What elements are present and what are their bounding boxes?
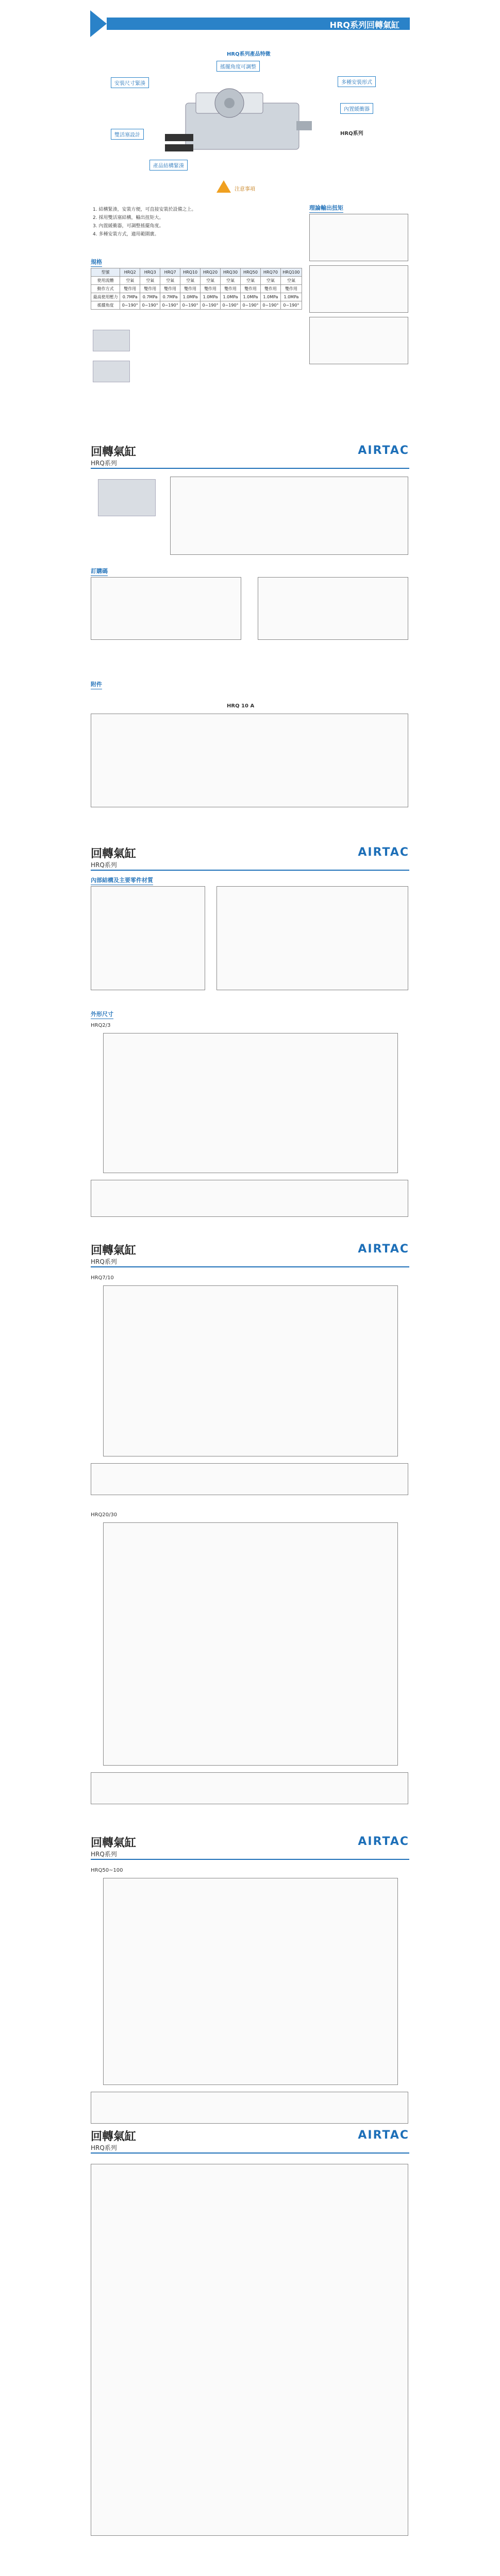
callout-feature-5: 雙活塞設計 <box>111 129 144 140</box>
table-row <box>91 285 302 293</box>
table-cell: HRQ10 <box>180 268 201 277</box>
table-cell: 空氣 <box>280 277 302 285</box>
dims-drawing <box>103 1033 398 1173</box>
table-cell: 最高使用壓力 <box>91 293 120 301</box>
order-code-panel <box>91 577 241 640</box>
table-cell: 空氣 <box>260 277 280 285</box>
dims-drawing <box>103 1878 398 2085</box>
table-cell: 雙作用 <box>280 285 302 293</box>
table-cell: 0~190° <box>260 301 280 310</box>
page-title: 回轉氣缸 <box>91 848 137 860</box>
callout-feature-2: 安裝尺寸緊湊 <box>111 77 149 88</box>
table-cell: 雙作用 <box>180 285 201 293</box>
callout-feature-1: 搖擺角度可調整 <box>216 61 260 72</box>
notes-illustration-panel <box>91 2164 408 2536</box>
table-cell: 雙作用 <box>241 285 261 293</box>
product-heading: HRQ系列產品特徵 <box>227 52 271 57</box>
dims-model-label: HRQ7/10 <box>91 1275 114 1281</box>
page-subtitle: HRQ系列 <box>91 1851 117 1858</box>
table-cell: 0.7MPa <box>140 293 160 301</box>
page-title: 回轉氣缸 <box>91 1244 137 1257</box>
page-subtitle: HRQ系列 <box>91 861 117 869</box>
section-structure: 內部結構及主要零件材質 <box>91 876 153 885</box>
table-cell: 空氣 <box>221 277 241 285</box>
brand-logo: AIRTAC <box>358 444 409 457</box>
page-title: 回轉氣缸 <box>91 1837 137 1850</box>
table-cell: 雙作用 <box>201 285 221 293</box>
order-code-table <box>91 714 408 807</box>
section-spec: 規格 <box>91 258 102 267</box>
brand-logo: AIRTAC <box>358 846 409 859</box>
table-cell: 0.7MPa <box>160 293 180 301</box>
banner-arrow-icon <box>90 10 107 37</box>
brand-logo: AIRTAC <box>358 1835 409 1848</box>
spec-table <box>91 268 302 310</box>
callout-feature-3: 多種安裝形式 <box>338 76 376 87</box>
brand-logo: AIRTAC <box>358 1243 409 1256</box>
table-cell: 空氣 <box>160 277 180 285</box>
table-cell: 1.0MPa <box>280 293 302 301</box>
table-cell: 型號 <box>91 268 120 277</box>
series-title: HRQ系列回轉氣缸 <box>329 20 399 30</box>
feature-line-1: 1. 結構緊湊，安裝方便，可直接安裝於設備之上。 <box>93 207 196 212</box>
dims-model-label: HRQ50~100 <box>91 1868 123 1873</box>
product-illustration <box>165 72 335 175</box>
table-cell: HRQ50 <box>241 268 261 277</box>
table-cell: 雙作用 <box>140 285 160 293</box>
table-cell: 動作方式 <box>91 285 120 293</box>
dims-drawing <box>103 1285 398 1456</box>
table-cell: HRQ100 <box>280 268 302 277</box>
table-cell: HRQ2 <box>120 268 140 277</box>
dims-model-label: HRQ20/30 <box>91 1512 118 1518</box>
table-cell: 1.0MPa <box>201 293 221 301</box>
table-cell: 雙作用 <box>260 285 280 293</box>
warning-label: 注意事項 <box>235 187 255 192</box>
product-thumb <box>93 361 130 382</box>
table-row <box>91 277 302 285</box>
table-cell: 1.0MPa <box>260 293 280 301</box>
table-cell: 1.0MPa <box>221 293 241 301</box>
model-heading: HRQ系列 <box>340 131 363 137</box>
page-subtitle: HRQ系列 <box>91 1258 117 1265</box>
table-cell: 搖擺角度 <box>91 301 120 310</box>
torque-graph-3 <box>309 317 408 364</box>
feature-line-3: 3. 內置緩衝器，可調整搖擺角度。 <box>93 224 164 229</box>
series-banner <box>90 10 410 37</box>
table-row <box>91 301 302 310</box>
dims-table <box>91 2092 408 2124</box>
table-cell: HRQ30 <box>221 268 241 277</box>
order-code-label: HRQ 10 A <box>227 703 255 709</box>
callout-feature-6: 產品結構緊湊 <box>149 160 188 171</box>
section-order: 訂購碼 <box>91 567 108 576</box>
table-cell: 0~190° <box>180 301 201 310</box>
callout-feature-4: 內置緩衝器 <box>340 103 373 114</box>
warning-icon <box>216 180 231 193</box>
table-cell: 1.0MPa <box>241 293 261 301</box>
table-cell: 空氣 <box>241 277 261 285</box>
table-cell: 空氣 <box>120 277 140 285</box>
table-cell: 0~190° <box>221 301 241 310</box>
structure-drawing <box>91 886 205 990</box>
page-subtitle: HRQ系列 <box>91 460 117 467</box>
table-cell: 0~190° <box>201 301 221 310</box>
torque-table-panel <box>258 577 408 640</box>
page-title: 回轉氣缸 <box>91 446 137 459</box>
table-cell: HRQ20 <box>201 268 221 277</box>
table-cell: 0~190° <box>280 301 302 310</box>
page-title: 回轉氣缸 <box>91 2130 137 2143</box>
parts-table <box>216 886 408 990</box>
feature-line-4: 4. 多種安裝方式，適用範圍廣。 <box>93 232 159 237</box>
table-cell: 空氣 <box>180 277 201 285</box>
table-cell: 雙作用 <box>120 285 140 293</box>
table-cell: 空氣 <box>201 277 221 285</box>
table-cell: 1.0MPa <box>180 293 201 301</box>
table-cell: 空氣 <box>140 277 160 285</box>
product-photo <box>98 479 156 516</box>
table-cell: 使用流體 <box>91 277 120 285</box>
table-cell: 雙作用 <box>221 285 241 293</box>
dims-table <box>91 1772 408 1804</box>
product-thumb <box>93 330 130 351</box>
section-accessory: 附件 <box>91 680 102 689</box>
torque-graph-1 <box>309 214 408 261</box>
spec-table-block <box>170 477 408 555</box>
table-cell: 0~190° <box>241 301 261 310</box>
dims-model-label: HRQ2/3 <box>91 1023 111 1028</box>
section-dims: 外形尺寸 <box>91 1010 113 1019</box>
section-theory: 理論輸出扭矩 <box>309 204 343 213</box>
page-subtitle: HRQ系列 <box>91 2144 117 2151</box>
dims-table <box>91 1180 408 1217</box>
torque-graph-2 <box>309 265 408 313</box>
table-cell: 0~190° <box>120 301 140 310</box>
spec-header-row <box>91 268 302 277</box>
dims-drawing <box>103 1522 398 1766</box>
brand-logo: AIRTAC <box>358 2129 409 2142</box>
table-cell: 0.7MPa <box>120 293 140 301</box>
table-cell: HRQ3 <box>140 268 160 277</box>
table-row <box>91 293 302 301</box>
table-cell: HRQ70 <box>260 268 280 277</box>
table-cell: HRQ7 <box>160 268 180 277</box>
table-cell: 0~190° <box>160 301 180 310</box>
dims-table <box>91 1463 408 1495</box>
table-cell: 0~190° <box>140 301 160 310</box>
table-cell: 雙作用 <box>160 285 180 293</box>
feature-line-2: 2. 採用雙活塞結構，輸出扭矩大。 <box>93 215 164 221</box>
